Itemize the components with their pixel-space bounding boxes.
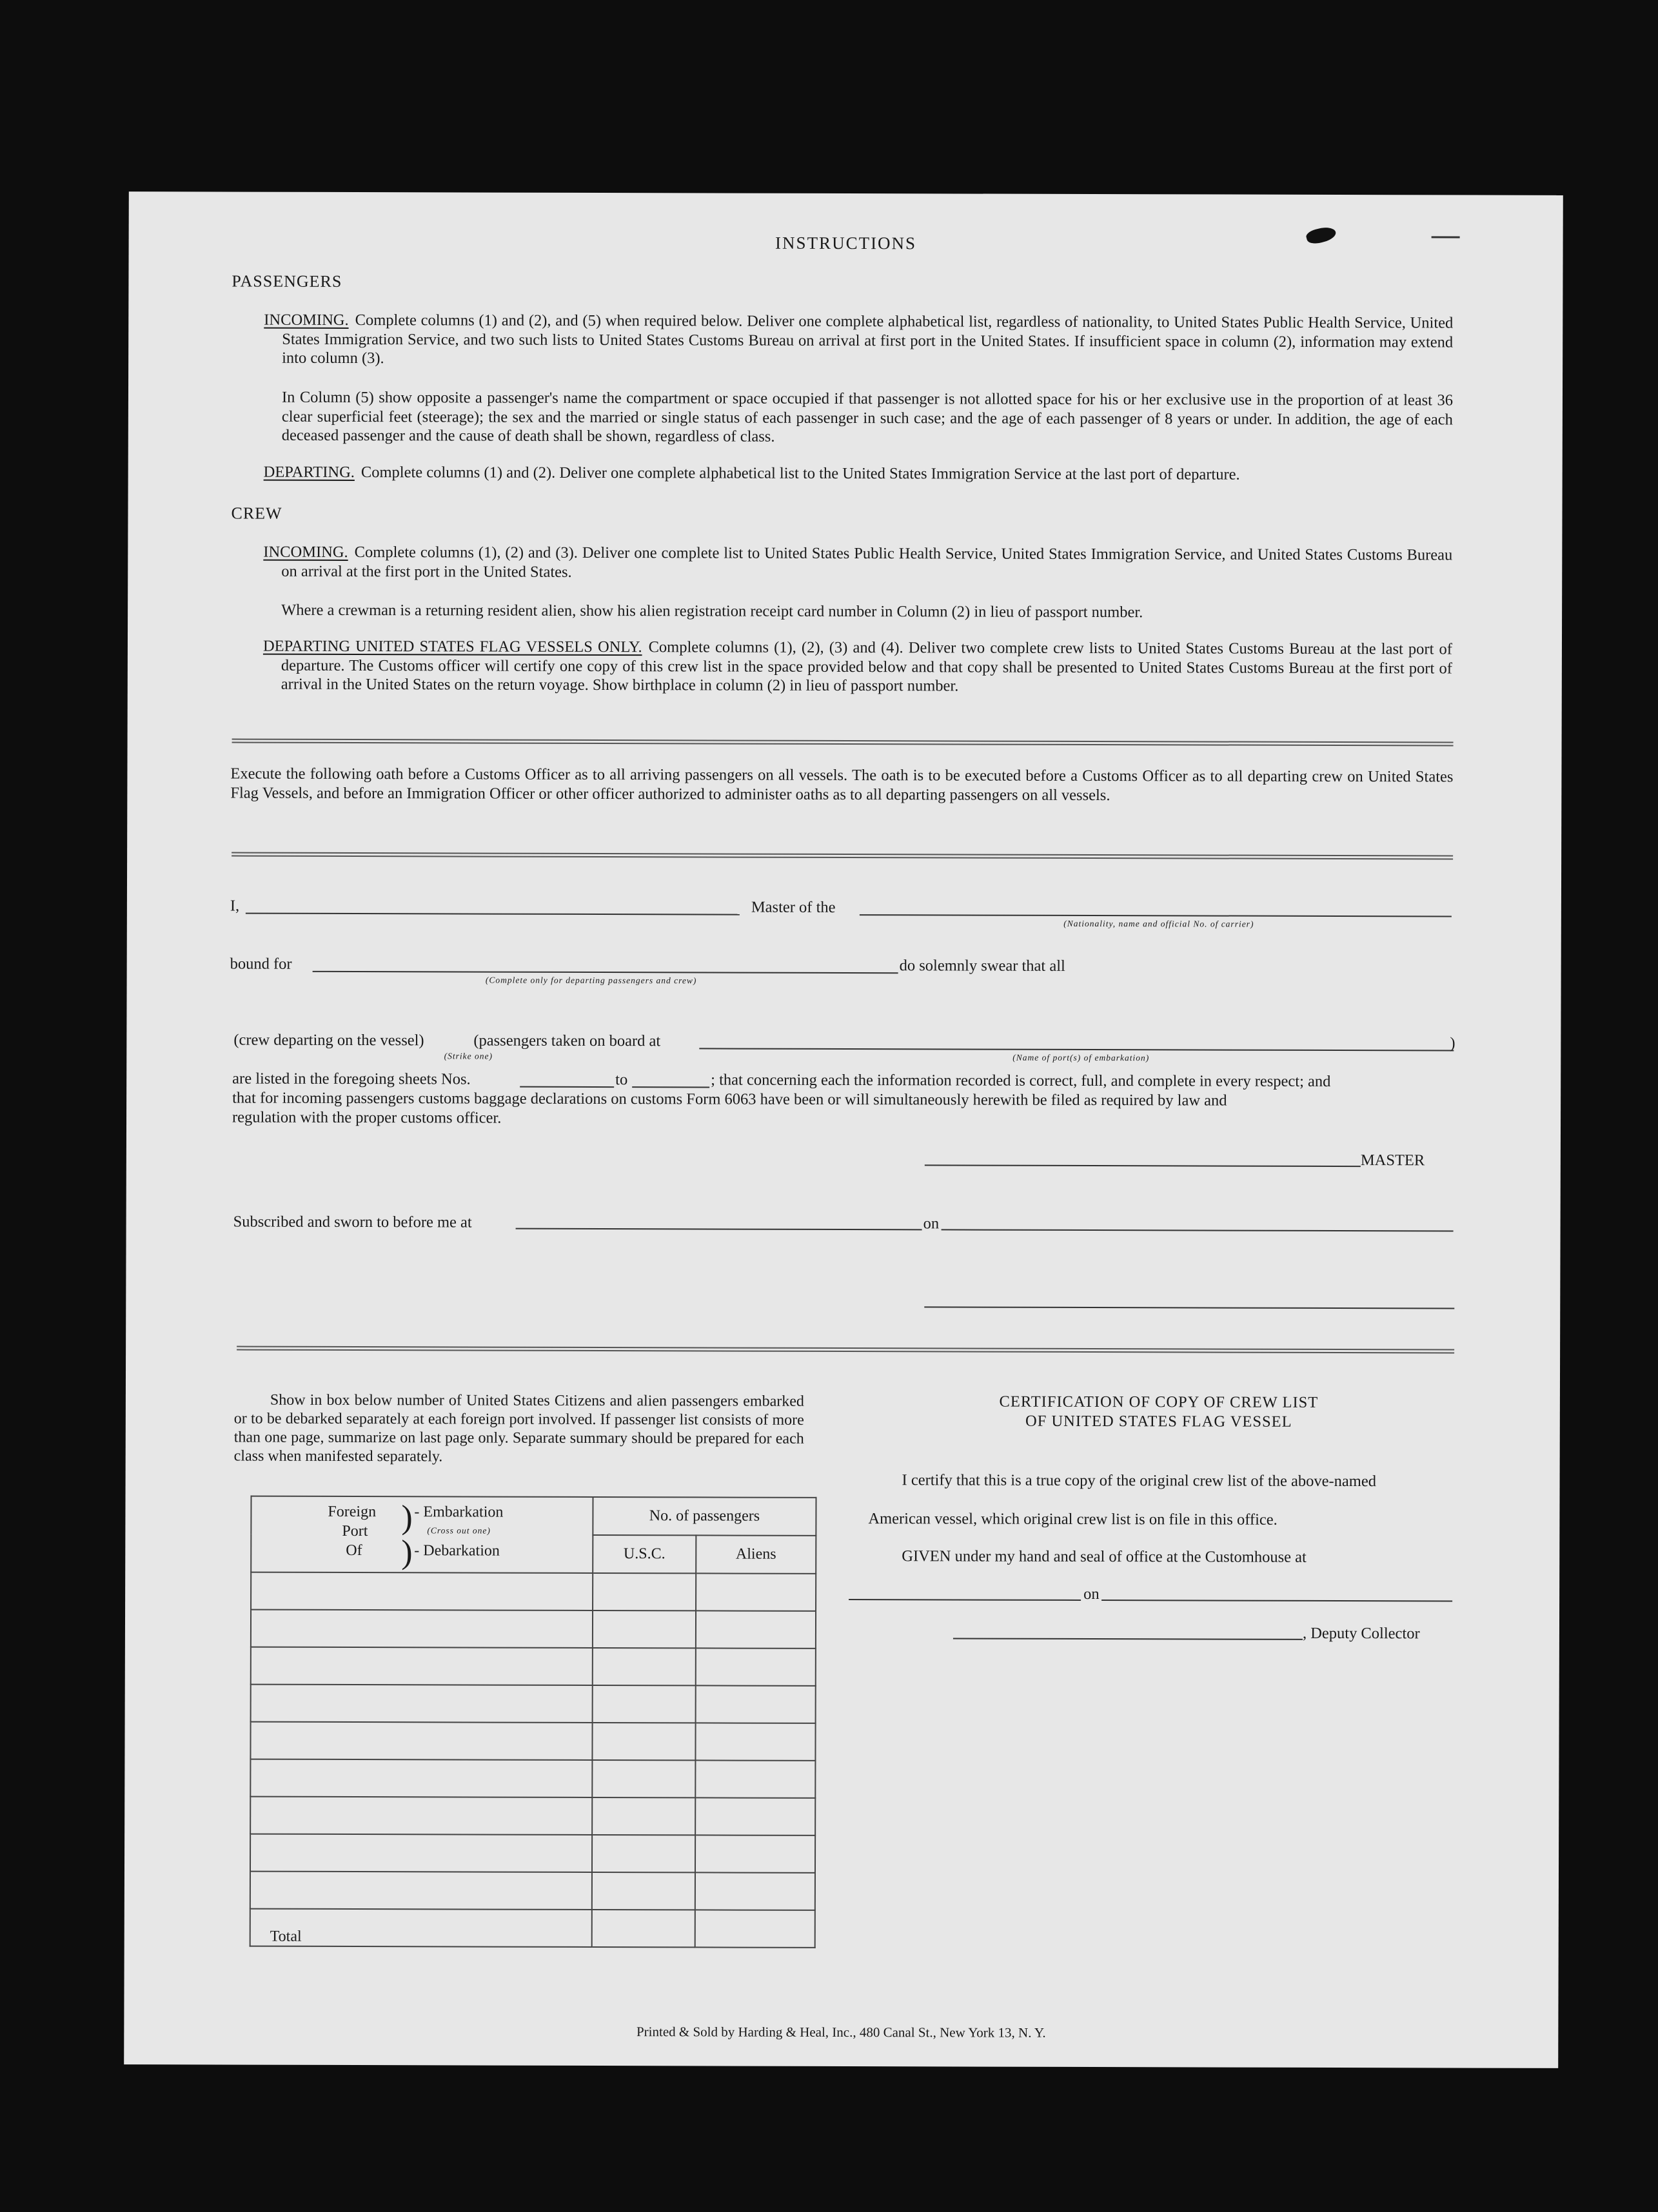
total-row xyxy=(250,1909,815,1948)
listed-text-b: ; that concerning each the information recorded is correct, full, and complete in every respect; and xyxy=(711,1071,1331,1090)
carrier-field[interactable] xyxy=(860,914,1452,917)
oath-i-label: I, xyxy=(230,897,240,915)
table-row xyxy=(251,1685,816,1723)
officer-signature-field[interactable] xyxy=(924,1306,1454,1309)
printer-credit: Printed & Sold by Harding & Heal, Inc., 480 Canal St., New York 13, N. Y. xyxy=(636,2024,1046,2041)
listed-text-c: that for incoming passengers customs baggage declarations on customs Form 6063 have been or will simultaneously herewith be filed as required by law and xyxy=(232,1089,1227,1110)
crew-resident: Where a crewman is a returning resident alien, show his alien registration receipt card number in Column (2) in lieu of passport number. xyxy=(281,601,1143,622)
crew-departing-label: DEPARTING UNITED STATES FLAG VESSELS ONLY. xyxy=(262,637,642,656)
usc-cell[interactable] xyxy=(593,1685,696,1723)
passengers-heading: PASSENGERS xyxy=(232,271,342,291)
port-cell[interactable] xyxy=(251,1572,593,1610)
subscribed-label: Subscribed and sworn to before me at xyxy=(233,1213,472,1231)
port-cell[interactable] xyxy=(251,1647,593,1685)
passengers-incoming-label: INCOMING. xyxy=(264,311,349,329)
table-row xyxy=(250,1759,815,1798)
close-paren: ) xyxy=(1450,1034,1456,1052)
port-cell[interactable] xyxy=(250,1797,592,1835)
divider-2 xyxy=(232,852,1453,860)
passengers-departing-text: Complete columns (1) and (2). Deliver one complete alphabetical list to the United States Immigration Service at the last port of departure. xyxy=(360,464,1240,484)
listed-text-d: regulation with the proper customs officer. xyxy=(232,1108,502,1127)
crew-departing-text: Complete columns (1), (2), (3) and (4). Deliver two complete crew lists to United States Customs Bureau at the last port of departure. The Customs officer will certify one copy of this crew list in the space provided below and that copy shall be presented to United States Customs Bureau at the first port of arrival in the United States on the return voyage. Show birthplace in column (2) in lieu of passport number. xyxy=(281,638,1452,695)
certification-heading-1: CERTIFICATION OF COPY OF CREW LIST xyxy=(999,1393,1319,1411)
passengers-incoming-text: Complete columns (1) and (2), and (5) when required below. Deliver one complete alphabetical list, regardless of nationality, to United States Public Health Service, United States Immigration Service, and two such lists to United States Customs Bureau on arrival at first port in the United States. If insufficient space in column (2), information may extend into column (3). xyxy=(282,311,1454,367)
total-text: Total xyxy=(270,1928,302,1945)
usc-cell[interactable] xyxy=(593,1610,696,1648)
passengers-incoming xyxy=(264,311,1454,371)
sworn-on-label: on xyxy=(923,1215,940,1233)
passenger-summary-table xyxy=(250,1496,817,1948)
aliens-cell[interactable] xyxy=(695,1797,815,1835)
brace-top: ) xyxy=(401,1499,413,1536)
certification-heading-2: OF UNITED STATES FLAG VESSEL xyxy=(1025,1412,1292,1431)
oath-instructions: Execute the following oath before a Customs Officer as to all arriving passengers on all vessels. The oath is to be executed before a Customs Officer as to all departing crew on United States Flag Vessels, and before an Immigration Officer or other officer authorized to administer oaths as to all departing passengers on all vessels. xyxy=(230,765,1454,804)
sheet-to-field[interactable] xyxy=(632,1086,709,1088)
nationality-note: (Nationality, name and official No. of carrier) xyxy=(1063,918,1254,929)
port-cell[interactable] xyxy=(250,1722,592,1760)
foreign-label: Foreign xyxy=(328,1503,377,1521)
aliens-cell[interactable] xyxy=(695,1835,815,1872)
aliens-cell[interactable] xyxy=(696,1685,816,1723)
passengers-departing xyxy=(264,463,1453,485)
crew-incoming-label: INCOMING. xyxy=(263,543,348,561)
table-row xyxy=(250,1872,815,1910)
divider-1 xyxy=(232,739,1454,747)
passengers-taken-option: (passengers taken on board at xyxy=(473,1032,661,1050)
port-label: Port xyxy=(342,1522,368,1540)
deputy-collector-label: , Deputy Collector xyxy=(1302,1624,1420,1643)
sheet-from-field[interactable] xyxy=(520,1086,614,1088)
port-cell[interactable] xyxy=(250,1872,592,1910)
of-label: Of xyxy=(346,1542,362,1560)
usc-cell[interactable] xyxy=(593,1648,696,1685)
total-usc-cell[interactable] xyxy=(592,1910,695,1947)
usc-cell[interactable] xyxy=(593,1573,696,1610)
aliens-cell[interactable] xyxy=(695,1872,815,1910)
usc-cell[interactable] xyxy=(592,1835,695,1872)
total-aliens-cell[interactable] xyxy=(695,1910,815,1947)
bound-for-label: bound for xyxy=(230,955,292,973)
usc-cell[interactable] xyxy=(592,1760,695,1797)
certification-date-field[interactable] xyxy=(1101,1600,1452,1601)
crew-incoming-text: Complete columns (1), (2) and (3). Deliver one complete list to United States Public Health Service, United States Immigration Service, and United States Customs Bureau on arrival at the first port in the United States. xyxy=(281,543,1453,581)
table-row xyxy=(250,1834,815,1873)
certification-on-label: on xyxy=(1083,1585,1100,1603)
complete-only-note: (Complete only for departing passengers and crew) xyxy=(485,975,697,986)
passengers-column5: In Column (5) show opposite a passenger's name the compartment or space occupied if that passenger is not allotted space for his or her exclusive use in the proportion of at least 36 clear superficial feet (steerage); the sex and the married or single status of each passenger in such case; and the age of each passenger of 8 years or under. In addition, the age of each deceased passenger and the cause of death shall be shown, regardless of class. xyxy=(281,388,1454,445)
no-of-passengers-header: No. of passengers xyxy=(593,1497,816,1536)
aliens-cell[interactable] xyxy=(696,1610,816,1648)
summary-instructions: Show in box below number of United States Citizens and alien passengers embarked or to be debarked separately at each foreign port involved. If passenger list consists of more than one page, summarize on last page only. Separate summary should be prepared for each class when manifested separately. xyxy=(233,1391,804,1465)
total-label xyxy=(250,1909,592,1947)
swear-text: do solemnly swear that all xyxy=(899,957,1065,975)
usc-cell[interactable] xyxy=(592,1797,695,1835)
crew-heading: CREW xyxy=(231,504,282,523)
crew-departing-option: (crew departing on the vessel) xyxy=(233,1031,424,1050)
usc-header: U.S.C. xyxy=(593,1535,696,1573)
port-cell[interactable] xyxy=(250,1834,592,1872)
aliens-cell[interactable] xyxy=(695,1760,815,1797)
to-label: to xyxy=(615,1071,628,1089)
table-row xyxy=(251,1572,816,1611)
aliens-cell[interactable] xyxy=(696,1648,816,1685)
certification-line-2: American vessel, which original crew list is on file in this office. xyxy=(868,1510,1278,1529)
table-row xyxy=(250,1797,815,1835)
sworn-on-field[interactable] xyxy=(942,1229,1454,1231)
debarkation-option[interactable]: - Debarkation xyxy=(414,1542,500,1560)
page-title: INSTRUCTIONS xyxy=(775,233,917,253)
port-of-embarkation-field[interactable] xyxy=(699,1048,1454,1051)
embarkation-option[interactable]: - Embarkation xyxy=(414,1503,504,1521)
usc-cell[interactable] xyxy=(592,1723,695,1760)
table-row xyxy=(250,1722,815,1761)
aliens-cell[interactable] xyxy=(696,1573,816,1610)
brace-bottom: ) xyxy=(401,1534,413,1571)
customhouse-field[interactable] xyxy=(849,1599,1081,1601)
aliens-header: Aliens xyxy=(696,1535,816,1573)
listed-text-a: are listed in the foregoing sheets Nos. xyxy=(232,1070,471,1088)
master-label: MASTER xyxy=(1360,1151,1425,1170)
table-row xyxy=(251,1647,816,1686)
crew-departing xyxy=(262,637,1452,697)
master-name-field[interactable] xyxy=(246,913,740,915)
certification-line-1: I certify that this is a true copy of the original crew list of the above-named xyxy=(902,1471,1377,1491)
usc-cell[interactable] xyxy=(592,1872,695,1910)
deputy-signature-field[interactable] xyxy=(953,1638,1303,1639)
table-row xyxy=(251,1610,816,1649)
strike-one-note: (Strike one) xyxy=(444,1051,493,1061)
port-cell[interactable] xyxy=(251,1685,593,1723)
aliens-cell[interactable] xyxy=(695,1723,815,1760)
ink-mark xyxy=(1432,236,1460,238)
cross-out-note: (Cross out one) xyxy=(427,1525,491,1536)
master-of-the-label: Master of the xyxy=(751,898,836,916)
bound-for-field[interactable] xyxy=(313,971,898,974)
crew-incoming xyxy=(263,543,1453,584)
port-cell[interactable] xyxy=(251,1610,593,1648)
passengers-departing-label: DEPARTING. xyxy=(263,463,355,482)
divider-3 xyxy=(237,1346,1454,1354)
foreign-port-header xyxy=(251,1496,593,1573)
port-note: (Name of port(s) of embarkation) xyxy=(1012,1052,1150,1063)
form-page xyxy=(124,191,1563,2068)
certification-line-3: GIVEN under my hand and seal of office at the Customhouse at xyxy=(902,1547,1307,1566)
sworn-at-field[interactable] xyxy=(516,1228,922,1231)
port-cell[interactable] xyxy=(250,1759,592,1797)
master-signature-field[interactable] xyxy=(925,1164,1361,1167)
